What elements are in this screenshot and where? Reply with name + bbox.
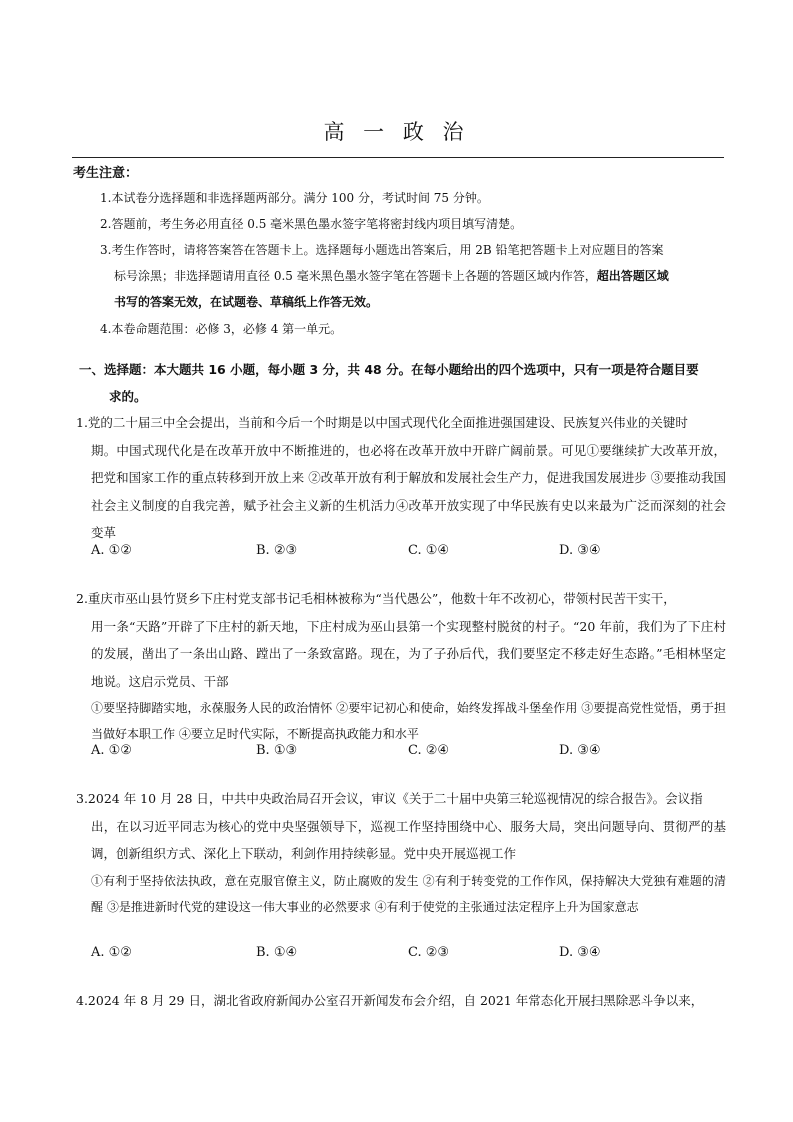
- notice-heading: 考生注意：: [73, 166, 139, 181]
- choice-d[interactable]: D. ③④: [559, 743, 601, 758]
- question-2: [76, 585, 726, 747]
- notice-item-3: [100, 237, 725, 315]
- section-heading-line1: 一、选择题：本大题共 16 小题，每小题 3 分，共 48 分。在每小题给出的四个选项中，只有一项是符合题目要: [79, 362, 699, 377]
- question-2-stem: 用一条“天路”开辟了下庄村的新天地，下庄村成为巫山县第一个实现整村脱贫的村子。“20 年前，我们为了下庄村的发展，凿出了一条出山路、蹚出了一条致富路。现在，为了子孙后代，我们要坚定不移走好生态路。”毛相林坚定地说。这启示党员、干部: [91, 618, 726, 689]
- question-1-first-line: 1.党的二十届三中全会提出，当前和今后一个时期是以中国式现代化全面推进强国建设、民族复兴伟业的关键时: [76, 415, 688, 430]
- question-4: [76, 987, 726, 1015]
- question-2-first-line: 2.重庆市巫山县竹贤乡下庄村党支部书记毛相林被称为“当代愚公”，他数十年不改初心，带领村民苦干实干，: [76, 591, 676, 606]
- question-2-choices: [91, 743, 731, 767]
- question-3: [76, 785, 726, 920]
- section-heading-line2: 求的。: [109, 389, 147, 404]
- question-1-stem: 期。中国式现代化是在改革开放中不断推进的，也必将在改革开放中开辟广阔前景。可见①要继续扩大改革开放，把党和国家工作的重点转移到开放上来 ②改革开放有利于解放和发展社会生产力，促进我国发展进步 ③要推动我国社会主义制度的自我完善，赋予社会主义新的生机活力④改革开放实现了中华民族有史以来最为广泛而深刻的社会变革: [91, 442, 726, 540]
- choice-a[interactable]: A. ①②: [91, 743, 132, 758]
- notice-item-4: 4.本卷命题范围：必修 3，必修 4 第一单元。: [100, 322, 343, 336]
- question-4-first-line: 4.2024 年 8 月 29 日，湖北省政府新闻办公室召开新闻发布会介绍，自 2021 年常态化开展扫黑除恶斗争以来，: [76, 993, 704, 1008]
- choice-b[interactable]: B. ①③: [256, 743, 298, 758]
- question-1: [76, 409, 726, 547]
- question-3-options: ①有利于坚持依法执政，意在克服官僚主义，防止腐败的发生 ②有利于转变党的工作作风，保持解决大党独有难题的清醒 ③是推进新时代党的建设这一伟大事业的必然要求 ④有利于使党的主张通过法定程序上升为国家意志: [91, 873, 726, 914]
- question-1-choices: [91, 543, 731, 567]
- notice-item-3-line2: [100, 263, 725, 289]
- question-2-options: ①要坚持脚踏实地，永葆服务人民的政治情怀 ②要牢记初心和使命，始终发挥战斗堡垒作用 ③要提高党性觉悟，勇于担当做好本职工作 ④要立足时代实际，不断提高执政能力和水平: [91, 701, 726, 741]
- notice-item-3-line3: 书写的答案无效，在试题卷、草稿纸上作答无效。: [114, 295, 379, 309]
- notice-item-3-line1: 3.考生作答时，请将答案答在答题卡上。选择题每小题选出答案后，用 2B 铅笔把答题卡上对应题目的答案: [100, 243, 664, 257]
- choice-a[interactable]: A. ①②: [91, 543, 132, 558]
- notice-item-3-line2-bold: 超出答题区域: [596, 269, 669, 283]
- notice-item-1: 1.本试卷分选择题和非选择题两部分。满分 100 分，考试时间 75 分钟。: [100, 191, 489, 205]
- section-heading: [79, 356, 725, 410]
- choice-b[interactable]: B. ①④: [256, 945, 298, 960]
- choice-b[interactable]: B. ②③: [256, 543, 298, 558]
- question-3-first-line: 3.2024 年 10 月 28 日，中共中央政治局召开会议，审议《关于二十届中央第三轮巡视情况的综合报告》。会议指: [76, 791, 703, 806]
- notice-item-3-line2-normal: 标号涂黑；非选择题请用直径 0.5 毫米黑色墨水签字笔在答题卡上各题的答题区域内作答，: [114, 269, 597, 283]
- question-3-choices: [91, 945, 731, 969]
- page-title: 高 一 政 治: [323, 120, 470, 144]
- question-3-stem: 出，在以习近平同志为核心的党中央坚强领导下，巡视工作坚持围绕中心、服务大局，突出问题导向、贯彻严的基调，创新组织方式、深化上下联动，利剑作用持续彰显。党中央开展巡视工作: [91, 818, 726, 861]
- choice-a[interactable]: A. ①②: [91, 945, 132, 960]
- choice-c[interactable]: C. ①④: [408, 543, 450, 558]
- notice-item-2: 2.答题前，考生务必用直径 0.5 毫米黑色墨水签字笔将密封线内项目填写清楚。: [100, 217, 523, 231]
- choice-c[interactable]: C. ②④: [408, 743, 450, 758]
- choice-c[interactable]: C. ②③: [408, 945, 450, 960]
- choice-d[interactable]: D. ③④: [559, 945, 601, 960]
- choice-d[interactable]: D. ③④: [559, 543, 601, 558]
- title-divider: [72, 157, 724, 158]
